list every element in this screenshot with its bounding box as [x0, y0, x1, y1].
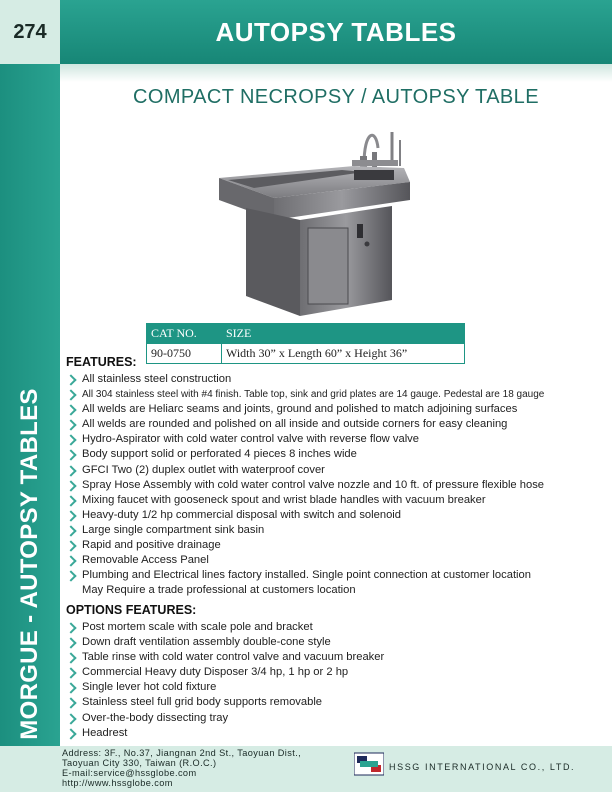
bullet-arrow-icon	[65, 713, 76, 724]
footer-address-line2: Taoyuan City 330, Taiwan (R.O.C.)	[62, 758, 217, 768]
bullet-arrow-icon	[65, 435, 76, 446]
cat-no-header: CAT NO.	[147, 324, 222, 344]
options-heading: OPTIONS FEATURES:	[66, 603, 197, 617]
company-name: HSSG INTERNATIONAL CO., LTD.	[389, 762, 576, 772]
sidebar-label: MORGUE - AUTOPSY TABLES	[16, 388, 43, 740]
list-item: Hydro-Aspirator with cold water control valve with reverse flow valve	[66, 432, 544, 447]
bullet-arrow-icon	[65, 389, 76, 400]
bullet-arrow-icon	[65, 465, 76, 476]
bullet-arrow-icon	[65, 653, 76, 664]
bullet-arrow-icon	[65, 571, 76, 582]
bullet-arrow-icon	[65, 405, 76, 416]
bullet-arrow-icon	[65, 495, 76, 506]
size-header: SIZE	[222, 324, 465, 344]
list-item: Headrest	[66, 726, 384, 741]
spec-table-header	[147, 324, 465, 344]
spec-table	[146, 323, 465, 364]
size-cell: Width 30” x Length 60” x Height 36”	[222, 344, 465, 364]
sidebar	[0, 64, 60, 746]
options-list	[66, 620, 384, 741]
bullet-arrow-icon	[65, 728, 76, 739]
list-item: Single lever hot cold fixture	[66, 680, 384, 695]
page-title: AUTOPSY TABLES	[215, 16, 457, 47]
autopsy-table-image	[214, 120, 414, 320]
list-item: Table rinse with cold water control valve and vacuum breaker	[66, 650, 384, 665]
cat-no-cell: 90-0750	[147, 344, 222, 364]
company-logo	[354, 751, 384, 777]
features-heading: FEATURES:	[66, 355, 137, 369]
bullet-arrow-icon	[65, 683, 76, 694]
features-list	[66, 372, 544, 598]
bullet-arrow-icon	[65, 668, 76, 679]
list-item: Down draft ventilation assembly double-cone style	[66, 635, 384, 650]
table-row	[147, 344, 465, 364]
list-item: Commercial Heavy duty Disposer 3/4 hp, 1 hp or 2 hp	[66, 665, 384, 680]
bullet-arrow-icon	[65, 450, 76, 461]
list-item: Spray Hose Assembly with cold water control valve nozzle and 10 ft. of pressure flexible hose	[66, 478, 544, 493]
bullet-arrow-icon	[65, 540, 76, 551]
bullet-arrow-icon	[65, 698, 76, 709]
list-item: All welds are rounded and polished on all inside and outside corners for easy cleaning	[66, 417, 544, 432]
list-item: Plumbing and Electrical lines factory installed. Single point connection at customer location	[66, 568, 544, 583]
bullet-arrow-icon	[65, 622, 76, 633]
list-item: Post mortem scale with scale pole and bracket	[66, 620, 384, 635]
list-item: Mixing faucet with gooseneck spout and wrist blade handles with vacuum breaker	[66, 493, 544, 508]
bullet-arrow-icon	[65, 637, 76, 648]
footer-website: http://www.hssglobe.com	[62, 778, 173, 788]
bullet-arrow-icon	[65, 555, 76, 566]
list-item: Removable Access Panel	[66, 553, 544, 568]
footer-email: E-mail:service@hssglobe.com	[62, 768, 197, 778]
footer-address-line1: Address: 3F., No.37, Jiangnan 2nd St., Taoyuan Dist.,	[62, 748, 302, 758]
list-item: Body support solid or perforated 4 pieces 8 inches wide	[66, 447, 544, 462]
list-item: Rapid and positive drainage	[66, 538, 544, 553]
list-item: Heavy-duty 1/2 hp commercial disposal with switch and solenoid	[66, 508, 544, 523]
bullet-arrow-icon	[65, 480, 76, 491]
product-title: COMPACT NECROPSY / AUTOPSY TABLE	[133, 86, 539, 108]
list-item: Large single compartment sink basin	[66, 523, 544, 538]
header-shadow	[60, 64, 612, 82]
bullet-arrow-icon	[65, 525, 76, 536]
page-number: 274	[0, 0, 60, 64]
bullet-arrow-icon	[65, 420, 76, 431]
list-item: All welds are Heliarc seams and joints, ground and polished to match adjoining surfaces	[66, 402, 544, 417]
list-item: Over-the-body dissecting tray	[66, 711, 384, 726]
list-item: All stainless steel construction	[66, 372, 544, 387]
bullet-arrow-icon	[65, 374, 76, 385]
list-item: Stainless steel full grid body supports removable	[66, 695, 384, 710]
bullet-arrow-icon	[65, 510, 76, 521]
list-item-continuation: May Require a trade professional at customers location	[82, 584, 356, 597]
header-bar	[60, 0, 612, 64]
list-item: All 304 stainless steel with #4 finish. Table top, sink and grid plates are 14 gauge. Pedestal are 18 gauge	[66, 387, 544, 402]
list-item: GFCI Two (2) duplex outlet with waterproof cover	[66, 463, 544, 478]
